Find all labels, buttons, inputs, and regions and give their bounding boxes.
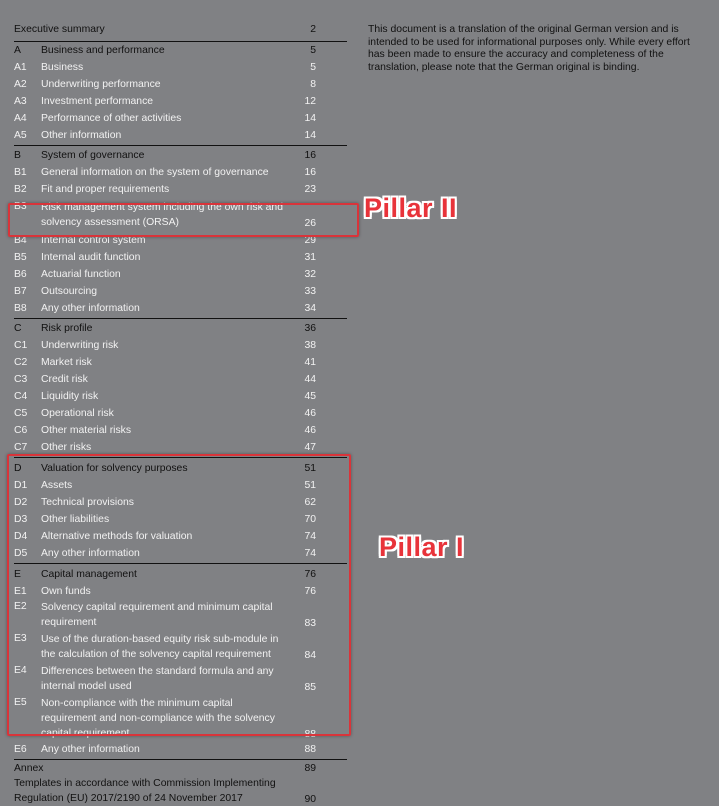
toc-title: Liquidity risk	[41, 391, 99, 402]
toc-title: Credit risk	[41, 374, 88, 385]
toc-page: 51	[304, 463, 316, 474]
toc-title: Differences between the standard formula and any internal model used	[41, 666, 274, 692]
pillar-ii-highlight-box	[8, 203, 359, 237]
toc-code: C4	[14, 391, 28, 402]
toc-item-a1[interactable]	[14, 61, 320, 74]
toc-code: C2	[14, 357, 28, 368]
toc-code: D2	[14, 497, 28, 508]
toc-title: Technical provisions	[41, 497, 134, 508]
toc-code: C7	[14, 442, 28, 453]
toc-page: 14	[304, 113, 316, 124]
toc-title: Solvency capital requirement and minimum capital requirement	[41, 602, 273, 628]
toc-item-b7[interactable]	[14, 285, 320, 298]
toc-page: 88	[304, 729, 316, 740]
toc-title: Business	[41, 62, 84, 73]
toc-item-b2[interactable]	[14, 183, 320, 196]
toc-item-c5[interactable]	[14, 407, 320, 420]
toc-code: C	[14, 323, 22, 334]
toc-title: Valuation for solvency purposes	[41, 463, 188, 474]
toc-title: Other liabilities	[41, 514, 110, 525]
toc-item-e6[interactable]	[14, 743, 320, 756]
toc-title: Executive summary	[14, 24, 105, 35]
toc-code: A1	[14, 62, 27, 73]
toc-page: 89	[304, 763, 316, 774]
toc-title: Outsourcing	[41, 286, 98, 297]
toc-code: D4	[14, 531, 28, 542]
toc-code: C3	[14, 374, 28, 385]
pillar-ii-label: Pillar II	[364, 193, 458, 223]
section-divider	[14, 145, 347, 146]
toc-page: 46	[304, 425, 316, 436]
toc-code: A3	[14, 96, 27, 107]
toc-page: 45	[304, 391, 316, 402]
toc-code: B4	[14, 235, 27, 246]
toc-title: Own funds	[41, 586, 91, 597]
toc-title: Investment performance	[41, 96, 154, 107]
toc-section-b[interactable]	[14, 149, 320, 162]
toc-page: 62	[304, 497, 316, 508]
toc-page: 16	[304, 150, 316, 161]
toc-title: Alternative methods for valuation	[41, 531, 193, 542]
toc-title: Underwriting performance	[41, 79, 161, 90]
toc-item-b8[interactable]	[14, 302, 320, 315]
toc-page: 34	[304, 303, 316, 314]
toc-title: Other risks	[41, 442, 92, 453]
toc-title: Any other information	[41, 548, 140, 559]
toc-code: B	[14, 150, 21, 161]
toc-item-c2[interactable]	[14, 356, 320, 369]
toc-page: 76	[304, 586, 316, 597]
toc-page: 83	[304, 618, 316, 629]
toc-page: 85	[304, 682, 316, 693]
toc-code: C6	[14, 425, 28, 436]
toc-title: Non-compliance with the minimum capital requirement and non-compliance with the solvency capital requirement	[41, 698, 275, 739]
toc-item-b1[interactable]	[14, 166, 320, 179]
toc-code: D	[14, 463, 22, 474]
toc-title: Risk profile	[41, 323, 93, 334]
toc-code: D1	[14, 480, 28, 491]
toc-code: B5	[14, 252, 27, 263]
toc-title: Assets	[41, 480, 73, 491]
section-divider	[14, 41, 347, 42]
toc-code: B2	[14, 184, 27, 195]
toc-page: 36	[304, 323, 316, 334]
toc-code: B1	[14, 167, 27, 178]
toc-title: Operational risk	[41, 408, 114, 419]
toc-title: Any other information	[41, 303, 140, 314]
toc-item-a2[interactable]	[14, 78, 320, 91]
toc-title: Capital management	[41, 569, 137, 580]
toc-item-c6[interactable]	[14, 424, 320, 437]
toc-page: 88	[304, 744, 316, 755]
toc-item-c4[interactable]	[14, 390, 320, 403]
toc-code: A4	[14, 113, 27, 124]
toc-title: General information on the system of governance	[41, 167, 269, 178]
toc-title: Internal control system	[41, 235, 146, 246]
toc-code: E1	[14, 586, 27, 597]
toc-item-a5[interactable]	[14, 129, 320, 142]
toc-code: A2	[14, 79, 27, 90]
toc-title: Other information	[41, 130, 122, 141]
toc-page: 33	[304, 286, 316, 297]
toc-title: Internal audit function	[41, 252, 141, 263]
toc-item-c1[interactable]	[14, 339, 320, 352]
annex-row[interactable]	[14, 762, 320, 775]
toc-item-b5[interactable]	[14, 251, 320, 264]
toc-code: B6	[14, 269, 27, 280]
toc-item-c7[interactable]	[14, 441, 320, 454]
toc-code: C1	[14, 340, 28, 351]
toc-page: 84	[304, 650, 316, 661]
toc-title: Underwriting risk	[41, 340, 119, 351]
pillar-i-highlight-box	[7, 454, 351, 736]
toc-title: Actuarial function	[41, 269, 121, 280]
toc-section-a[interactable]	[14, 44, 320, 57]
toc-code: B3	[14, 201, 27, 212]
toc-title: Market risk	[41, 357, 92, 368]
toc-code: E	[14, 569, 21, 580]
toc-page: 16	[304, 167, 316, 178]
section-divider	[14, 318, 347, 319]
toc-title: System of governance	[41, 150, 145, 161]
toc-code: A	[14, 45, 21, 56]
toc-page: 70	[304, 514, 316, 525]
toc-page: 26	[304, 218, 316, 229]
toc-code: E5	[14, 697, 27, 708]
toc-code: E3	[14, 633, 27, 644]
toc-page: 90	[304, 794, 316, 805]
toc-code: D5	[14, 548, 28, 559]
toc-title: Annex	[14, 763, 44, 774]
pillar-i-label: Pillar I	[379, 532, 465, 562]
toc-page: 41	[304, 357, 316, 368]
toc-page: 8	[310, 79, 316, 90]
toc-title: Risk management system including the own risk and solvency assessment (ORSA)	[41, 202, 283, 228]
toc-page: 76	[304, 569, 316, 580]
section-divider	[14, 759, 347, 760]
toc-title: Templates in accordance with Commission Implementing Regulation (EU) 2017/2190 of 24 November 2017	[14, 778, 276, 804]
toc-item-a4[interactable]	[14, 112, 320, 125]
toc-page: 74	[304, 531, 316, 542]
toc-page: 12	[304, 96, 316, 107]
toc-section-c[interactable]	[14, 322, 320, 335]
toc-title: Fit and proper requirements	[41, 184, 170, 195]
toc-page: 32	[304, 269, 316, 280]
toc-page: 5	[310, 45, 316, 56]
toc-title: Any other information	[41, 744, 140, 755]
toc-page: 2	[310, 24, 316, 35]
toc-code: A5	[14, 130, 27, 141]
toc-code: B8	[14, 303, 27, 314]
toc-item-b6[interactable]	[14, 268, 320, 281]
toc-page: 47	[304, 442, 316, 453]
toc-code: C5	[14, 408, 28, 419]
toc-page: 5	[310, 62, 316, 73]
toc-title: Other material risks	[41, 425, 132, 436]
toc-page: 23	[304, 184, 316, 195]
toc-code: E6	[14, 744, 27, 755]
toc-title: Performance of other activities	[41, 113, 182, 124]
toc-page: 46	[304, 408, 316, 419]
toc-code: D3	[14, 514, 28, 525]
toc-title: Business and performance	[41, 45, 165, 56]
executive-summary-row[interactable]	[14, 23, 320, 41]
toc-page: 74	[304, 548, 316, 559]
translation-note: This document is a translation of the original German version and is intended to be used for informational purposes only. While every effort has been made to ensure the accuracy and completeness of the translation, please note that the German original is binding.	[368, 24, 690, 73]
toc-code: B7	[14, 286, 27, 297]
toc-page: 44	[304, 374, 316, 385]
toc-item-a3[interactable]	[14, 95, 320, 108]
toc-item-c3[interactable]	[14, 373, 320, 386]
toc-code: E4	[14, 665, 27, 676]
toc-title: Use of the duration-based equity risk sub-module in the calculation of the solvency capital requirement	[41, 634, 279, 660]
toc-page: 31	[304, 252, 316, 263]
toc-page: 38	[304, 340, 316, 351]
toc-page: 29	[304, 235, 316, 246]
toc-page: 14	[304, 130, 316, 141]
toc-page: 51	[304, 480, 316, 491]
toc-code: E2	[14, 601, 27, 612]
